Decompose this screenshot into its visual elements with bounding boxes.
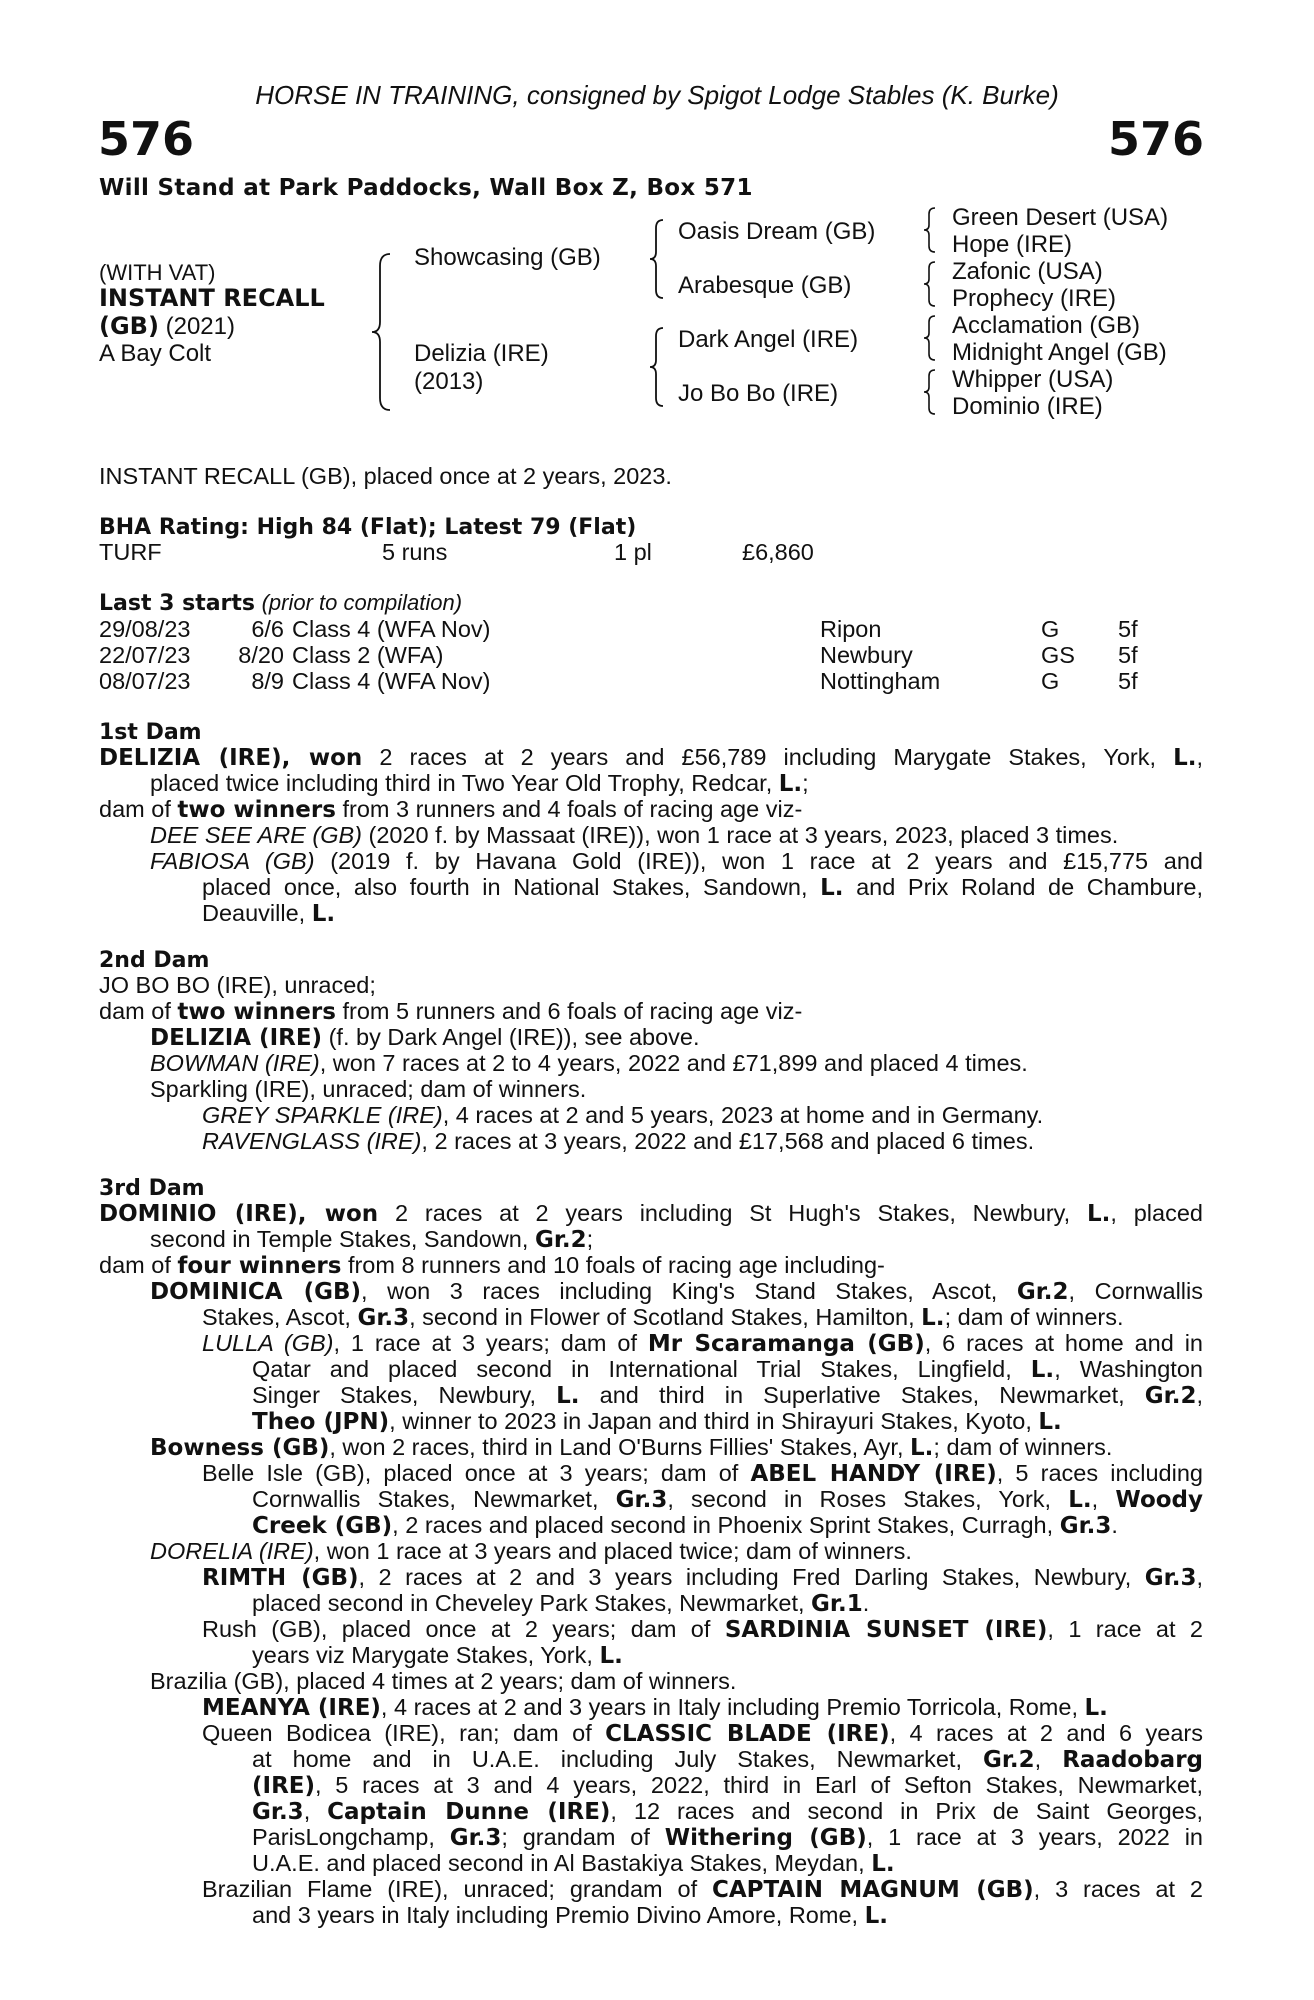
sire-dam-brace-icon	[370, 252, 394, 412]
sire-line-brace-icon	[648, 218, 666, 300]
start-going: G	[1041, 668, 1060, 694]
third-dam-line-4: DOMINICA (GB), won 3 races including King's Stand Stakes, Ascot, Gr.2, Cornwallis	[150, 1278, 1204, 1305]
third-dam-line-28: and 3 years in Italy including Premio Divino Amore, Rome, L.	[252, 1902, 888, 1929]
start-position: 8/20	[238, 642, 284, 668]
dam-line-brace-icon	[648, 326, 666, 408]
first-dam-heading: 1st Dam	[99, 720, 202, 745]
rating-surface: TURF	[99, 539, 162, 565]
first-dam-line-5: FABIOSA (GB) (2019 f. by Havana Gold (IRE)), won 1 race at 2 years and £15,775 and	[150, 848, 1203, 874]
consignor-title: HORSE IN TRAINING, consigned by Spigot Lodge Stables (K. Burke)	[255, 80, 1059, 110]
gen3-7: Whipper (USA)	[952, 366, 1114, 393]
dam-dam: Jo Bo Bo (IRE)	[678, 380, 839, 407]
stand-location: Will Stand at Park Paddocks, Wall Box Z, Box 571	[99, 175, 753, 201]
third-dam-heading: 3rd Dam	[99, 1176, 205, 1201]
second-dam-line-5: Sparkling (IRE), unraced; dam of winners.	[150, 1076, 587, 1102]
first-dam-line-2: placed twice including third in Two Year Old Trophy, Redcar, L.;	[150, 770, 809, 797]
second-dam-line-7: RAVENGLASS (IRE), 2 races at 3 years, 2022 and £17,568 and placed 6 times.	[202, 1128, 1035, 1154]
third-dam-line-15: RIMTH (GB), 2 races at 2 and 3 years including Fred Darling Stakes, Newbury, Gr.3,	[202, 1564, 1203, 1591]
second-dam-line-1: JO BO BO (IRE), unraced;	[99, 972, 376, 998]
gen3-5: Acclamation (GB)	[952, 312, 1141, 339]
first-dam-line-7: Deauville, L.	[202, 900, 336, 927]
third-dam-line-1: DOMINIO (IRE), won 2 races at 2 years including St Hugh's Stakes, Newbury, L., placed	[99, 1200, 1203, 1227]
dam-sire: Dark Angel (IRE)	[678, 326, 859, 353]
lot-number-right: 576	[1108, 112, 1205, 166]
start-class: Class 4 (WFA Nov)	[292, 668, 491, 694]
bha-rating-heading: BHA Rating: High 84 (Flat); Latest 79 (Flat)	[99, 515, 637, 540]
rating-runs: 5 runs	[382, 539, 448, 565]
start-going: G	[1041, 616, 1060, 642]
gen3-3: Zafonic (USA)	[952, 258, 1103, 285]
gen3-brace-3-icon	[922, 314, 938, 362]
third-dam-line-13: Creek (GB), 2 races and placed second in Phoenix Sprint Stakes, Curragh, Gr.3.	[252, 1512, 1118, 1539]
horse-name: INSTANT RECALL	[99, 284, 325, 312]
third-dam-line-23: (IRE), 5 races at 3 and 4 years, 2022, third in Earl of Sefton Stakes, Newmarket,	[252, 1772, 1203, 1799]
second-dam-line-3: DELIZIA (IRE) (f. by Dark Angel (IRE)), see above.	[150, 1024, 700, 1051]
horse-country-year	[99, 312, 235, 341]
start-course: Ripon	[820, 616, 882, 642]
start-distance: 5f	[1118, 642, 1138, 668]
gen3-4: Prophecy (IRE)	[952, 285, 1117, 312]
horse-description: A Bay Colt	[99, 340, 212, 367]
second-dam-line-2: dam of two winners from 5 runners and 6 foals of racing age viz-	[99, 998, 803, 1025]
lot-number-left: 576	[98, 112, 195, 166]
start-position: 8/9	[251, 668, 284, 694]
third-dam-line-14: DORELIA (IRE), won 1 race at 3 years and placed twice; dam of winners.	[150, 1538, 912, 1564]
third-dam-line-21: Queen Bodicea (IRE), ran; dam of CLASSIC BLADE (IRE), 4 races at 2 and 6 years	[202, 1720, 1203, 1747]
first-dam-line-6: placed once, also fourth in National Stakes, Sandown, L. and Prix Roland de Chambure,	[202, 874, 1204, 901]
gen3-6: Midnight Angel (GB)	[952, 339, 1167, 366]
last-starts-note: (prior to compilation)	[261, 590, 463, 615]
third-dam-line-8: Singer Stakes, Newbury, L. and third in Superlative Stakes, Newmarket, Gr.2,	[252, 1382, 1203, 1409]
first-dam-line-3: dam of two winners from 3 runners and 4 foals of racing age viz-	[99, 796, 803, 823]
third-dam-line-20: MEANYA (IRE), 4 races at 2 and 3 years in Italy including Premio Torricola, Rome, L.	[202, 1694, 1108, 1721]
sire: Showcasing (GB)	[414, 244, 601, 271]
third-dam-line-12: Cornwallis Stakes, Newmarket, Gr.3, second in Roses Stakes, York, L., Woody	[252, 1486, 1203, 1513]
first-dam-line-4: DEE SEE ARE (GB) (2020 f. by Massaat (IRE)), won 1 race at 3 years, 2023, placed 3 times.	[150, 822, 1119, 848]
third-dam-line-3: dam of four winners from 8 runners and 10 foals of racing age including-	[99, 1252, 885, 1279]
third-dam-line-2: second in Temple Stakes, Sandown, Gr.2;	[150, 1226, 594, 1253]
start-date: 22/07/23	[99, 642, 191, 668]
start-course: Newbury	[820, 642, 913, 668]
third-dam-line-5: Stakes, Ascot, Gr.3, second in Flower of Scotland Stakes, Hamilton, L.; dam of winners.	[202, 1304, 1124, 1331]
start-date: 29/08/23	[99, 616, 191, 642]
gen3-brace-1-icon	[922, 206, 938, 254]
third-dam-line-17: Rush (GB), placed once at 2 years; dam of SARDINIA SUNSET (IRE), 1 race at 2	[202, 1616, 1203, 1643]
third-dam-line-16: placed second in Cheveley Park Stakes, Newmarket, Gr.1.	[252, 1590, 870, 1617]
start-distance: 5f	[1118, 668, 1138, 694]
second-dam-line-4: BOWMAN (IRE), won 7 races at 2 to 4 years, 2022 and £71,899 and placed 4 times.	[150, 1050, 1028, 1076]
race-summary: INSTANT RECALL (GB), placed once at 2 years, 2023.	[99, 463, 672, 489]
third-dam-line-6: LULLA (GB), 1 race at 3 years; dam of Mr Scaramanga (GB), 6 races at home and in	[202, 1330, 1203, 1357]
gen3-2: Hope (IRE)	[952, 231, 1073, 258]
third-dam-line-27: Brazilian Flame (IRE), unraced; grandam of CAPTAIN MAGNUM (GB), 3 races at 2	[202, 1876, 1203, 1903]
horse-year: (2021)	[165, 313, 235, 340]
first-dam-line-1: DELIZIA (IRE), won 2 races at 2 years and £56,789 including Marygate Stakes, York, L.,	[99, 744, 1204, 771]
start-class: Class 4 (WFA Nov)	[292, 616, 491, 642]
gen3-brace-4-icon	[922, 368, 938, 416]
last-starts-heading	[99, 590, 462, 617]
start-distance: 5f	[1118, 616, 1138, 642]
sire-sire: Oasis Dream (GB)	[678, 218, 876, 245]
rating-placed: 1 pl	[614, 539, 652, 565]
third-dam-line-9: Theo (JPN), winner to 2023 in Japan and third in Shirayuri Stakes, Kyoto, L.	[252, 1408, 1062, 1435]
gen3-1: Green Desert (USA)	[952, 204, 1169, 231]
third-dam-line-26: U.A.E. and placed second in Al Bastakiya Stakes, Meydan, L.	[252, 1850, 895, 1877]
horse-country: (GB)	[99, 312, 159, 340]
gen3-brace-2-icon	[922, 260, 938, 308]
third-dam-line-24: Gr.3, Captain Dunne (IRE), 12 races and second in Prix de Saint Georges,	[252, 1798, 1204, 1825]
second-dam-line-6: GREY SPARKLE (IRE), 4 races at 2 and 5 years, 2023 at home and in Germany.	[202, 1102, 1044, 1128]
third-dam-line-19: Brazilia (GB), placed 4 times at 2 years; dam of winners.	[150, 1668, 737, 1694]
dam-year: (2013)	[414, 368, 484, 395]
dam: Delizia (IRE)	[414, 340, 549, 367]
sire-dam: Arabesque (GB)	[678, 272, 852, 299]
third-dam-line-11: Belle Isle (GB), placed once at 3 years; dam of ABEL HANDY (IRE), 5 races including	[202, 1460, 1203, 1487]
start-course: Nottingham	[820, 668, 941, 694]
vat-note: (WITH VAT)	[99, 260, 216, 285]
third-dam-line-25: ParisLongchamp, Gr.3; grandam of Withering (GB), 1 race at 3 years, 2022 in	[252, 1824, 1203, 1851]
rating-earnings: £6,860	[742, 539, 814, 565]
gen3-8: Dominio (IRE)	[952, 393, 1103, 420]
third-dam-line-7: Qatar and placed second in International Trial Stakes, Lingfield, L., Washington	[252, 1356, 1203, 1383]
start-class: Class 2 (WFA)	[292, 642, 444, 668]
start-going: GS	[1041, 642, 1075, 668]
start-position: 6/6	[251, 616, 284, 642]
third-dam-line-10: Bowness (GB), won 2 races, third in Land O'Burns Fillies' Stakes, Ayr, L.; dam of winners.	[150, 1434, 1113, 1461]
last-starts-title: Last 3 starts	[99, 591, 256, 616]
third-dam-line-18: years viz Marygate Stakes, York, L.	[252, 1642, 623, 1669]
second-dam-heading: 2nd Dam	[99, 948, 210, 973]
start-date: 08/07/23	[99, 668, 191, 694]
third-dam-line-22: at home and in U.A.E. including July Stakes, Newmarket, Gr.2, Raadobarg	[252, 1746, 1203, 1773]
